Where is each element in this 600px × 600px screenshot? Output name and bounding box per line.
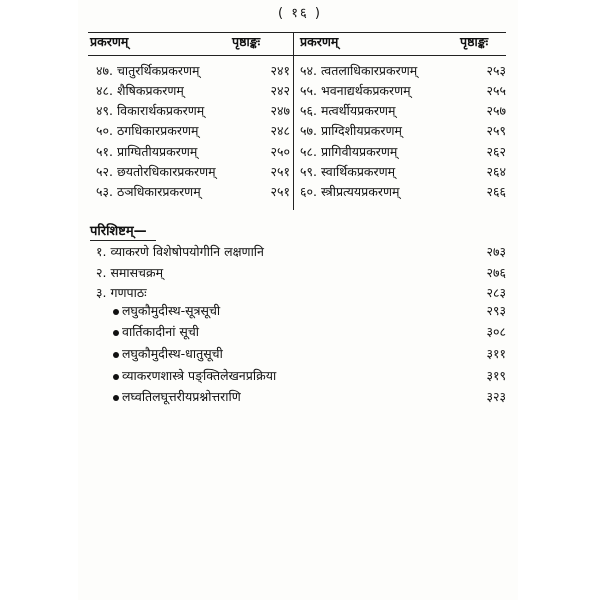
- right-entry-page: २६२: [486, 144, 506, 159]
- appendix-item-title: १. व्याकरणे विशेषोपयोगीनि लक्षणानि: [96, 244, 264, 259]
- appendix-item-page: २७३: [486, 244, 506, 259]
- header-top-rule: [88, 32, 506, 33]
- left-entry-title: ४८. शैषिकप्रकरणम्: [96, 83, 184, 98]
- right-entry-page: २६६: [486, 184, 506, 199]
- right-entry-page: २५३: [486, 63, 506, 78]
- left-entry-page: २४१: [270, 63, 290, 78]
- right-entry-page: २५५: [486, 83, 506, 98]
- appendix-item-page: २८३: [486, 285, 506, 300]
- left-entry-page: २४२: [270, 83, 290, 98]
- right-entry-page: २५७: [486, 103, 506, 118]
- bullet-icon: [113, 374, 119, 380]
- appendix-subitem-page: ३०८: [486, 324, 506, 339]
- right-entry-title: ५४. त्वतलाधिकारप्रकरणम्: [300, 63, 418, 78]
- appendix-subitem-page: ३१९: [486, 368, 506, 383]
- left-entry-page: २४७: [270, 103, 290, 118]
- right-entry-title: ५५. भवनाद्यर्थकप्रकरणम्: [300, 83, 411, 98]
- appendix-subitem-title: व्याकरणशास्त्रे पङ्क्तिलेखनप्रक्रिया: [122, 368, 277, 383]
- right-entry-title: ६०. स्त्रीप्रत्ययप्रकरणम्: [300, 184, 400, 199]
- page-number: ( १६ ): [278, 6, 322, 21]
- appendix-heading: परिशिष्टम्—: [90, 224, 147, 239]
- left-entry-title: ४९. विकारार्थकप्रकरणम्: [96, 103, 205, 118]
- left-entry-page: २५१: [270, 184, 290, 199]
- appendix-subitem-title: लघुकौमुदीस्थ-धातुसूची: [122, 346, 223, 361]
- left-entry-title: ४७. चातुरर्थिकप्रकरणम्: [96, 63, 200, 78]
- right-entry-title: ५९. स्वार्थिकप्रकरणम्: [300, 164, 396, 179]
- appendix-item-title: २. समासचक्रम्: [96, 265, 164, 280]
- header-left-chapter: प्रकरणम्: [90, 34, 129, 49]
- left-entry-page: २५०: [270, 144, 290, 159]
- header-left-page: पृष्ठाङ्कः: [232, 34, 261, 49]
- appendix-subitem-page: ३११: [486, 346, 506, 361]
- left-entry-title: ५३. ठञधिकारप्रकरणम्: [96, 184, 201, 199]
- appendix-subitem-page: २९३: [486, 303, 506, 318]
- header-bottom-rule: [88, 55, 506, 56]
- appendix-heading-underline: [90, 240, 156, 241]
- right-entry-page: २५९: [486, 123, 506, 138]
- bullet-icon: [113, 395, 119, 401]
- header-right-page: पृष्ठाङ्कः: [460, 34, 489, 49]
- right-entry-title: ५६. मत्वर्थीयप्रकरणम्: [300, 103, 396, 118]
- appendix-item-page: २७६: [486, 265, 506, 280]
- header-right-chapter: प्रकरणम्: [300, 34, 339, 49]
- right-entry-title: ५७. प्राग्दिशीयप्रकरणम्: [300, 123, 403, 138]
- appendix-subitem-title: लघ्वतिलघूत्तरीयप्रश्नोत्तराणि: [122, 389, 241, 404]
- appendix-item-title: ३. गणपाठः: [96, 285, 147, 300]
- bullet-icon: [113, 352, 119, 358]
- appendix-subitem-title: वार्तिकादीनां सूची: [122, 324, 200, 339]
- right-entry-title: ५८. प्रागिवीयप्रकरणम्: [300, 144, 398, 159]
- left-entry-page: २५१: [270, 164, 290, 179]
- right-entry-page: २६४: [486, 164, 506, 179]
- appendix-subitem-page: ३२३: [486, 389, 506, 404]
- column-divider: [293, 32, 294, 210]
- left-entry-title: ५०. ठगधिकारप्रकरणम्: [96, 123, 199, 138]
- appendix-subitem-title: लघुकौमुदीस्थ-सूत्रसूची: [122, 303, 221, 318]
- bullet-icon: [113, 330, 119, 336]
- bullet-icon: [113, 309, 119, 315]
- left-entry-title: ५१. प्राग्घितीयप्रकरणम्: [96, 144, 198, 159]
- left-entry-page: २४८: [270, 123, 290, 138]
- left-entry-title: ५२. छयतोरधिकारप्रकरणम्: [96, 164, 216, 179]
